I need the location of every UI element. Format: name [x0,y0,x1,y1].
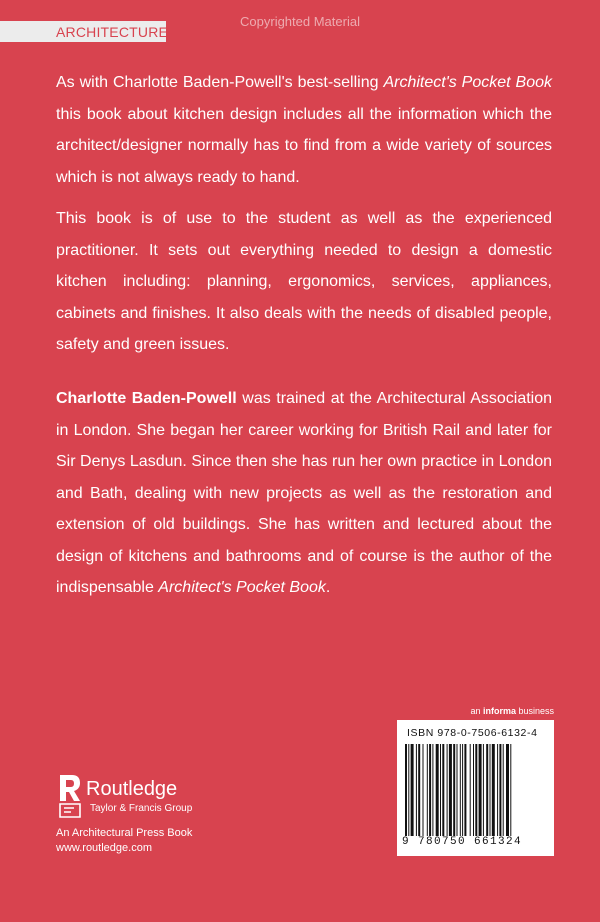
author-bio [56,383,552,604]
author-name: Charlotte Baden-Powell [56,390,237,407]
author-bio-text: was trained at the Architectural Association in London. She began her career working for British Rail and later for Sir Denys Lasdun. Since then she has run her own practice in London and Bath, dealing with new projects as well as the restoration and extension of old buildings. She has written and lectured about the design of kitchens and bathrooms and of course is the author of the indispensable [56,390,553,596]
informa-pre: an [470,706,483,716]
watermark: Copyrighted Material [240,14,360,29]
informa-post: business [515,706,554,716]
barcode-bars [405,744,546,836]
blurb-paragraph-2 [56,203,552,361]
book-title: Architect's Pocket Book [158,579,326,596]
isbn-label: ISBN 978-0-7506-6132-4 [407,727,538,739]
publisher-name: Routledge [86,778,178,800]
informa-tagline [440,706,554,716]
publisher-imprint: An Architectural Press Book [56,827,193,839]
informa-brand: informa [482,706,516,716]
blurb-text: As with Charlotte Baden-Powell's best-selling [56,74,384,91]
category-tag: ARCHITECTURE [0,21,166,42]
author-bio-end: . [325,579,331,596]
blurb-paragraph-1 [56,67,552,193]
publisher-website: www.routledge.com [56,842,152,854]
blurb-text: This book is of use to the student as well as the experienced practitioner. It sets out everything needed to design a domestic kitchen including: planning, ergonomics, services, appliances, cabinets and finishes. It also deals with the needs of disabled people, safety and green issues. [56,210,552,353]
blurb-text: this book about kitchen design includes all the information which the architect/designer normally has to find from a wide variety of sources which is not always ready to hand. [56,105,552,186]
routledge-r-logo-icon [58,774,82,818]
publisher-group: Taylor & Francis Group [90,803,193,814]
isbn-barcode [397,720,554,856]
book-title: Architect's Pocket Book [383,74,553,91]
barcode-digits: 9 780750 661324 [402,836,523,848]
